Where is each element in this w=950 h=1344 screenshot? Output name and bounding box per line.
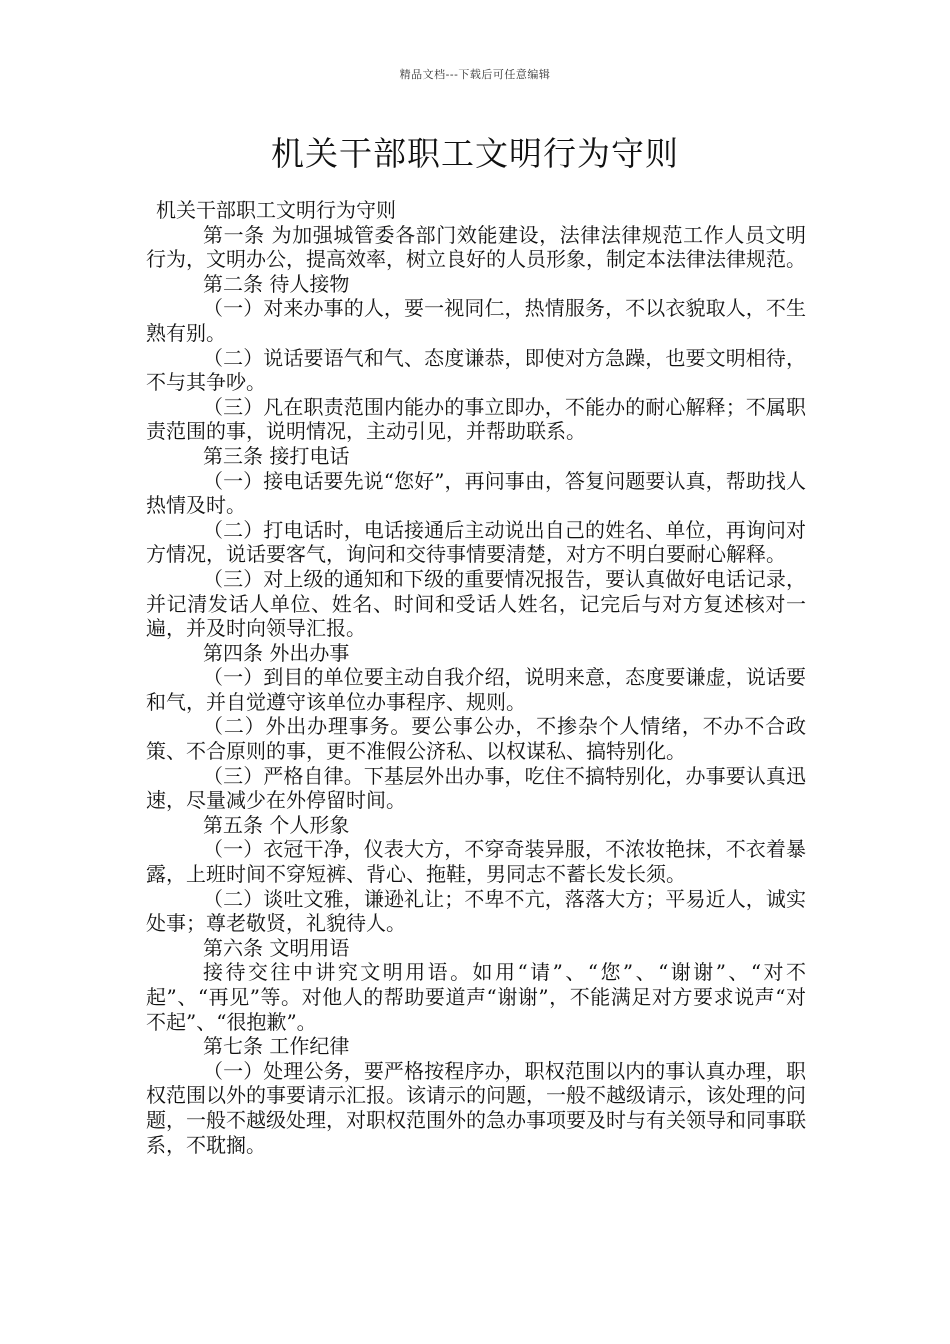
article-6-body: 接待交往中讲究文明用语。如用“请”、“您”、“谢谢”、“对不起”、“再见”等。对他人的帮助要道声“谢谢”，不能满足对方要求说声“对不起”、“很抱歉”。 [146, 960, 806, 1034]
article-2-heading: 第二条 待人接物 [203, 271, 350, 296]
subtitle-paragraph: 机关干部职工文明行为守则 [156, 198, 396, 222]
article-1: 第一条 为加强城管委各部门效能建设，法律法律规范工作人员文明行为，文明办公，提高效率，树立良好的人员形象，制定本法律法律规范。 [146, 222, 806, 272]
article-3-item-3: （三）对上级的通知和下级的重要情况报告，要认真做好电话记录，并记清发话人单位、姓名、时间和受话人姓名，记完后与对方复述核对一遍，并及时向领导汇报。 [146, 566, 806, 641]
article-4-heading: 第四条 外出办事 [203, 640, 350, 665]
article-4-item-2: （二）外出办理事务。要公事公办，不掺杂个人情绪，不办不合政策、不合原则的事，更不准假公济私、以权谋私、搞特别化。 [146, 714, 806, 764]
article-7-heading: 第七条 工作纪律 [203, 1034, 350, 1059]
article-3-item-1: （一）接电话要先说“您好”，再问事由，答复问题要认真，帮助找人热情及时。 [146, 468, 806, 518]
document-body [146, 198, 806, 1157]
article-3-item-2: （二）打电话时，电话接通后主动说出自己的姓名、单位，再询问对方情况，说话要客气，询问和交待事情要清楚，对方不明白要耐心解释。 [146, 517, 806, 567]
article-2-item-2: （二）说话要语气和气、态度谦恭，即使对方急躁，也要文明相待，不与其争吵。 [146, 345, 806, 395]
article-4-item-1: （一）到目的单位要主动自我介绍，说明来意，态度要谦虚，说话要和气，并自觉遵守该单位办事程序、规则。 [146, 665, 806, 714]
article-5-item-1: （一）衣冠干净，仪表大方，不穿奇装异服，不浓妆艳抹，不衣着暴露，上班时间不穿短裤、背心、拖鞋，男同志不蓄长发长须。 [146, 837, 806, 887]
article-5-heading: 第五条 个人形象 [203, 812, 350, 837]
article-6-heading: 第六条 文明用语 [203, 935, 350, 960]
header-note: 精品文档---下载后可任意编辑 [399, 68, 551, 81]
article-3-heading: 第三条 接打电话 [203, 443, 350, 468]
article-2-item-3: （三）凡在职责范围内能办的事立即办，不能办的耐心解释；不属职责范围的事，说明情况，主动引见，并帮助联系。 [146, 394, 806, 444]
article-4-item-3: （三）严格自律。下基层外出办事，吃住不搞特别化，办事要认真迅速，尽量减少在外停留时间。 [146, 763, 806, 813]
article-2-item-1: （一）对来办事的人，要一视同仁，热情服务，不以衣貌取人，不生熟有别。 [146, 296, 806, 345]
article-5-item-2: （二）谈吐文雅，谦逊礼让；不卑不亢，落落大方；平易近人，诚实处事；尊老敬贤，礼貌待人。 [146, 886, 806, 936]
document-title: 机关干部职工文明行为守则 [271, 134, 679, 173]
article-7-item-1: （一）处理公务，要严格按程序办，职权范围以内的事认真办理，职权范围以外的事要请示汇报。该请示的问题，一般不越级请示，该处理的问题，一般不越级处理，对职权范围外的急办事项要及时与有关领导和同事联系，不耽搁。 [146, 1058, 806, 1157]
